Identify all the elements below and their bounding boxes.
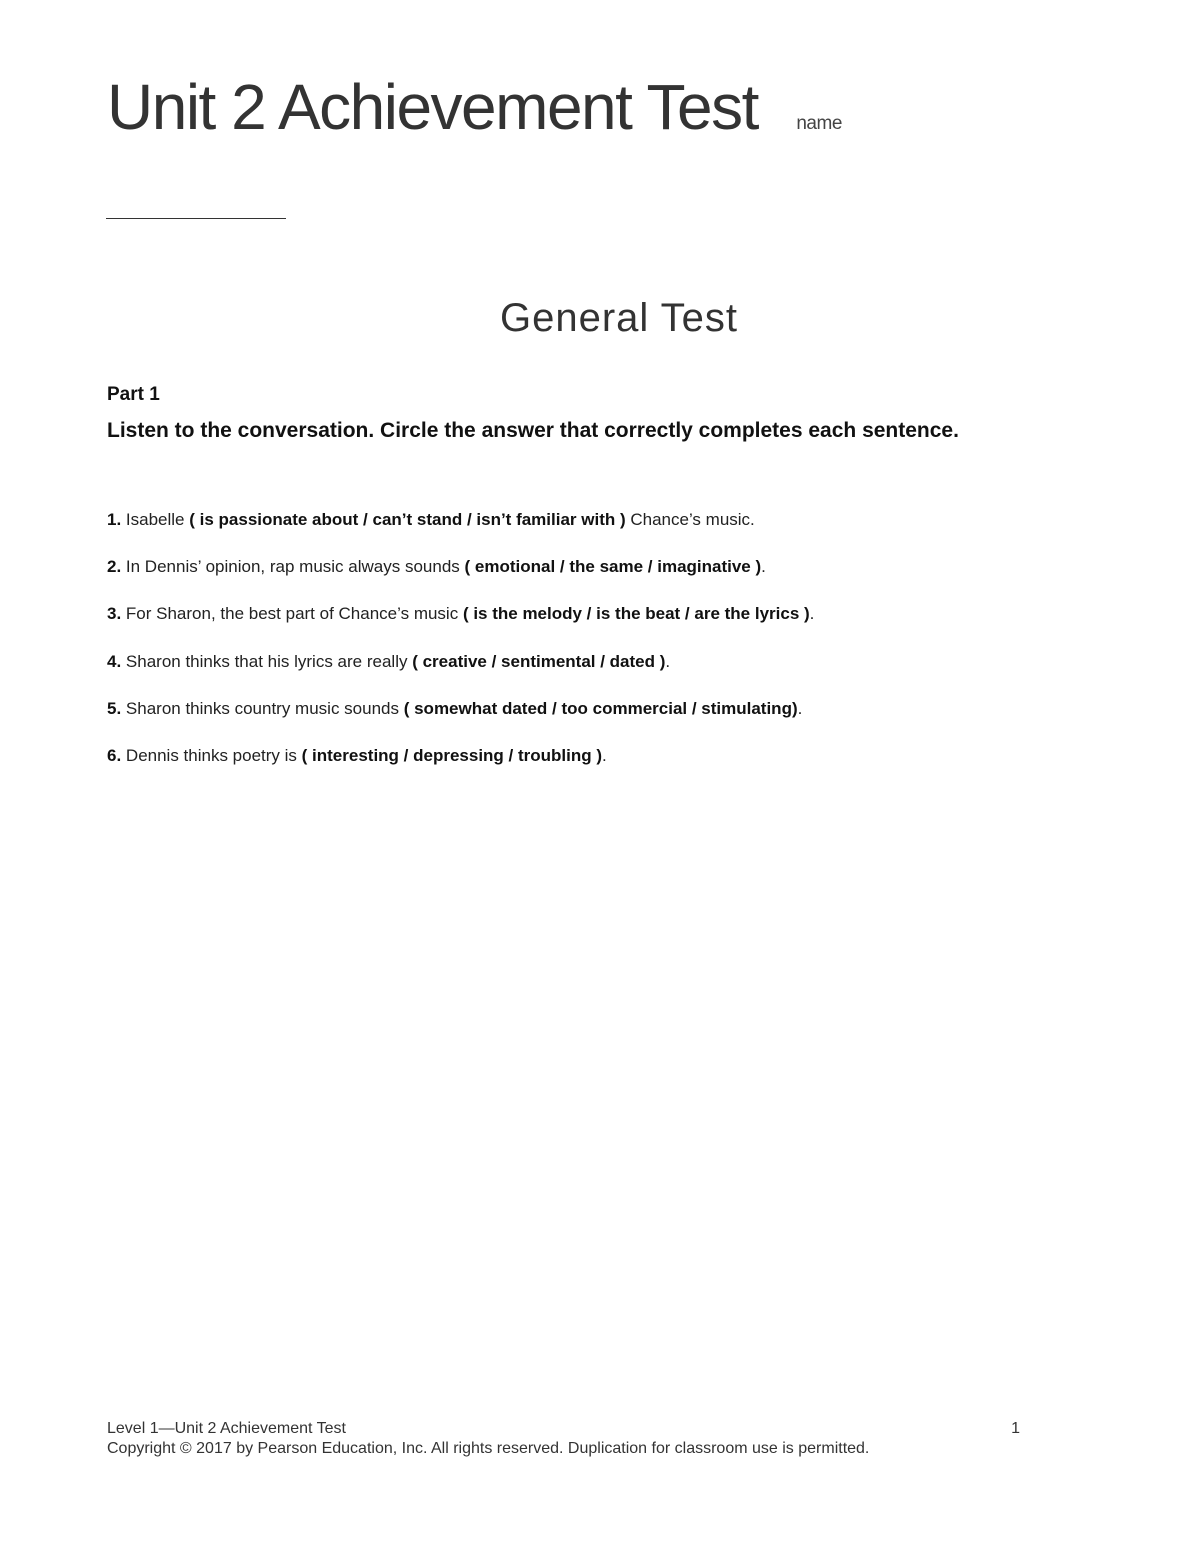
question-number: 5. [107,698,122,718]
question-item [107,650,1107,697]
question-text: Isabelle [121,510,190,529]
page-number: 1 [1011,1420,1020,1437]
footer-test-label: Level 1—Unit 2 Achievement Test [107,1420,346,1437]
answer-options: ( creative / sentimental / dated ) [412,651,666,671]
question-ending: . [761,557,766,577]
question-item [107,508,1107,555]
question-number: 4. [107,651,122,671]
question-text: Dennis thinks poetry is [121,745,302,765]
page-title: Unit 2 Achievement Test [107,71,758,143]
answer-options: ( emotional / the same / imaginative ) [464,557,762,577]
name-write-in-line [106,218,286,219]
question-ending: . [602,745,607,765]
question-ending: . [665,651,671,671]
footer [107,1420,1020,1438]
question-ending: Chance’s music. [625,510,755,529]
question-text: For Sharon, the best part of Chance’s music [121,604,463,624]
part-heading: Part 1 [107,384,160,405]
question-number: 1. [107,510,122,529]
question-ending: . [809,604,815,624]
question-number: 3. [107,604,122,624]
question-ending: . [797,698,803,718]
question-number: 6. [107,745,122,765]
question-item [107,555,1107,602]
answer-options: ( somewhat dated / too commercial / stimulating) [403,698,798,718]
section-title: General Test [499,296,739,340]
question-number: 2. [107,557,122,577]
part-instructions: Listen to the conversation. Circle the answer that correctly completes each sentence. [107,419,959,442]
question-item [107,602,1107,649]
question-list [107,508,1107,791]
title-row [107,70,842,144]
copyright-notice: Copyright © 2017 by Pearson Education, Inc. All rights reserved. Duplication for classroom use is permitted. [107,1440,870,1457]
question-text: In Dennis’ opinion, rap music always sounds [121,557,465,577]
name-label: name [796,113,842,134]
answer-options: ( is passionate about / can’t stand / isn’t familiar with ) [189,510,626,529]
answer-options: ( is the melody / is the beat / are the lyrics ) [462,604,810,624]
question-text: Sharon thinks country music sounds [121,698,404,718]
question-item [107,697,1107,744]
answer-options: ( interesting / depressing / troubling ) [301,745,603,765]
question-text: Sharon thinks that his lyrics are really [121,651,413,671]
question-item [107,744,1107,791]
